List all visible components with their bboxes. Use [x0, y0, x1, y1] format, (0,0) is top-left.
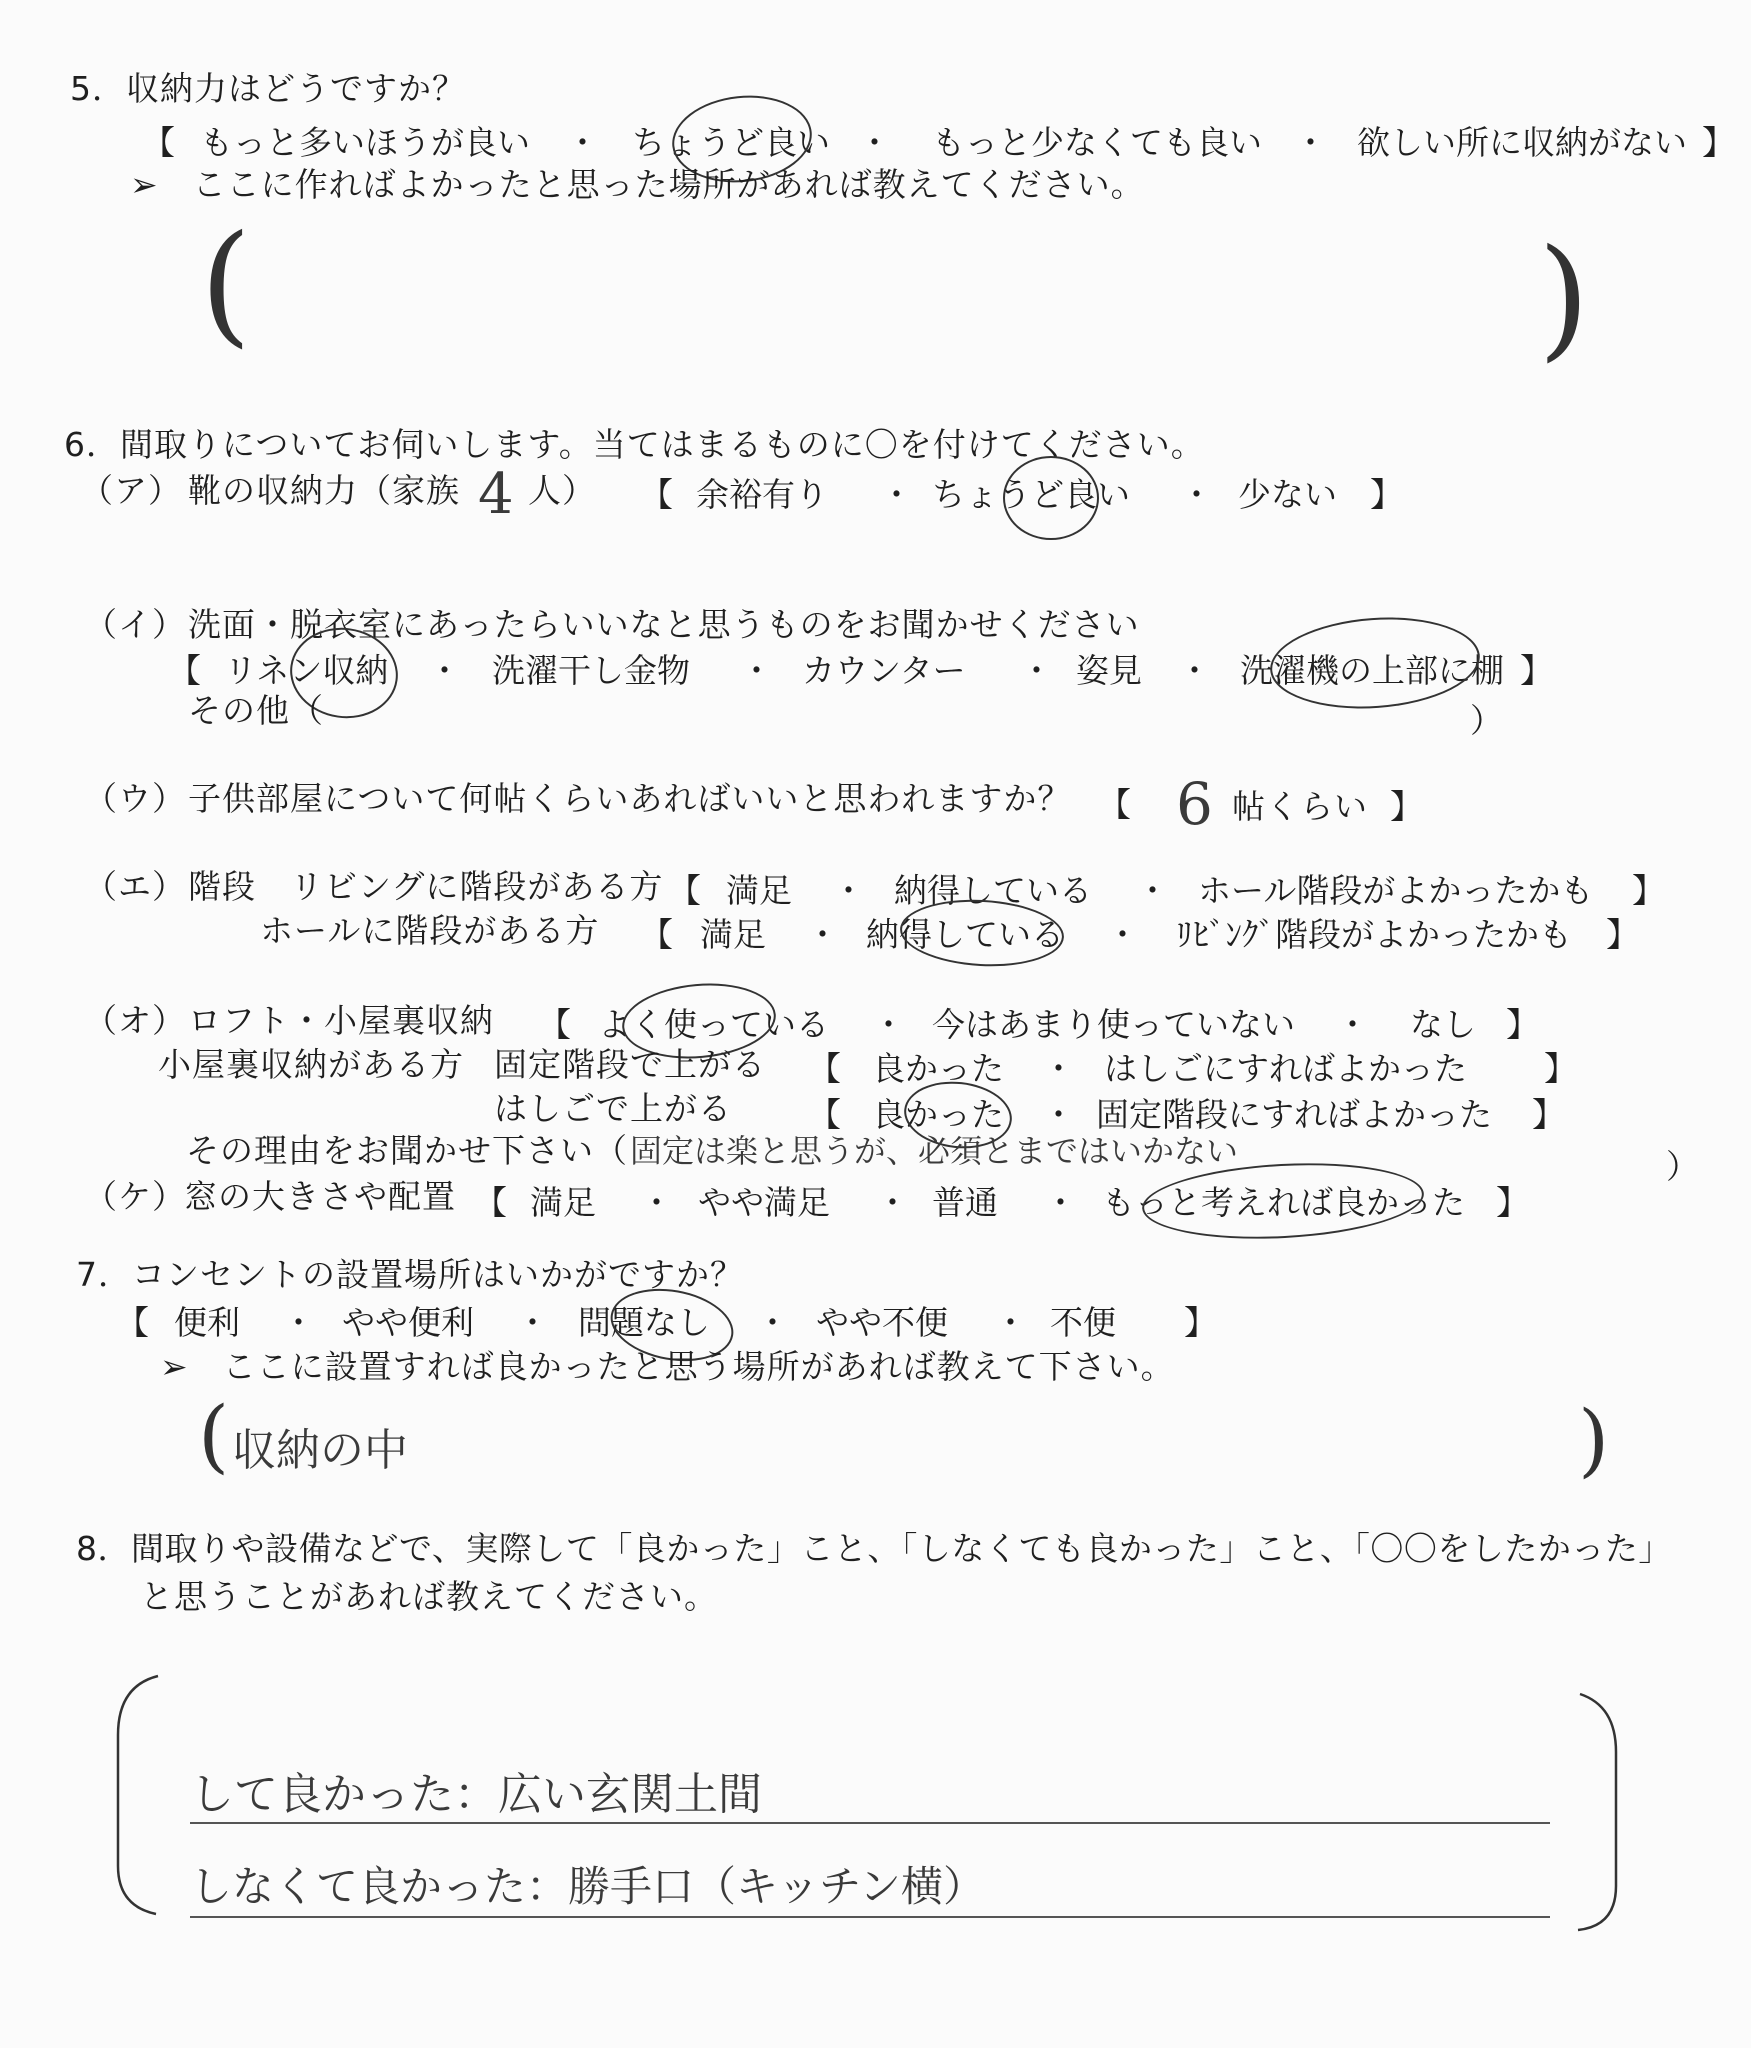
- reason-handwritten: 固定は楽と思うが、必須とまではいかない: [630, 1132, 1239, 1170]
- option: 良かった: [872, 1049, 1004, 1088]
- option-selected: ちょうど良い: [632, 123, 830, 162]
- option-selected: もっと考えれば良かった: [1102, 1183, 1465, 1222]
- q6e-row1-text: 階段 リビングに階段がある方: [188, 867, 664, 906]
- room-size-handwritten: 6: [1176, 770, 1213, 838]
- q6u-bracket-open: 【: [1098, 785, 1132, 824]
- q6a-text-after: 人）: [528, 471, 596, 510]
- bracket-close: 】: [1632, 871, 1665, 910]
- q6o-text: ロフト・小屋裏収納: [188, 1001, 494, 1040]
- bracket-open: 【: [640, 475, 673, 514]
- option: はしごにすればよかった: [1104, 1049, 1467, 1088]
- q6e-label: （エ）: [84, 867, 186, 906]
- q6o-reason-label: その理由をお聞かせ下さい（: [186, 1131, 628, 1170]
- separator: ・: [858, 123, 891, 162]
- separator: ・: [428, 651, 461, 690]
- bracket-open: 【: [168, 651, 201, 690]
- q6i-text: 洗面・脱衣室にあったらいいなと思うものをお聞かせください: [188, 605, 1140, 644]
- q6-title: 6．間取りについてお伺いします。当てはまるものに〇を付けてください。: [64, 425, 1205, 464]
- separator: ・: [1178, 651, 1211, 690]
- option: やや便利: [342, 1303, 474, 1342]
- option: 満足: [530, 1183, 596, 1222]
- bracket-close: 】: [1370, 475, 1403, 514]
- bracket-open: 【: [808, 1049, 841, 1088]
- option: なし: [1410, 1005, 1476, 1044]
- q6o-label: （オ）: [84, 1001, 186, 1040]
- q5-sub: ➢ ここに作ればよかったと思った場所があれば教えてください。: [130, 165, 1145, 204]
- option-selected: 洗濯機の上部に棚: [1240, 651, 1504, 690]
- separator: ・: [806, 915, 839, 954]
- option: ﾘﾋﾞﾝｸﾞ階段がよかったかも: [1176, 915, 1572, 954]
- answer-box-open: (: [200, 207, 252, 361]
- separator: ・: [1042, 1095, 1075, 1134]
- answer-line: [190, 1822, 1550, 1824]
- separator: ・: [1336, 1005, 1369, 1044]
- separator: ・: [1136, 871, 1169, 910]
- option-selected: よく使っている: [598, 1005, 829, 1044]
- bracket-open: 【: [808, 1095, 841, 1134]
- bracket-close: 】: [1606, 915, 1639, 954]
- bracket-open: 【: [538, 1005, 571, 1044]
- option-selected: 納得している: [866, 915, 1064, 954]
- separator: ・: [640, 1183, 673, 1222]
- q6o-attic-label: 小屋裏収納がある方: [158, 1045, 464, 1084]
- q6e-row2-text: ホールに階段がある方: [260, 911, 600, 950]
- option-selected: リネン収納: [224, 651, 389, 690]
- q7-sub: ➢ ここに設置すれば良かったと思う場所があれば教えて下さい。: [160, 1347, 1175, 1386]
- q6ke-text: 窓の大きさや配置: [184, 1177, 456, 1216]
- option: 洗濯干し金物: [492, 651, 690, 690]
- option: 不便: [1050, 1303, 1116, 1342]
- separator: ・: [740, 651, 773, 690]
- option: 今はあまり使っていない: [932, 1005, 1295, 1044]
- option: 満足: [726, 871, 792, 910]
- option: 便利: [174, 1303, 240, 1342]
- q6i-label: （イ）: [84, 605, 186, 644]
- family-count-handwritten: 4: [478, 462, 514, 527]
- unnecessary-decision-handwritten: しなくて良かった：勝手口（キッチン横）: [190, 1862, 986, 1911]
- bracket-close: 】: [1702, 123, 1735, 162]
- bracket-close: 】: [1520, 651, 1553, 690]
- separator: ・: [1042, 1049, 1075, 1088]
- q6o-reason-close: ）: [1666, 1147, 1700, 1186]
- q8-title-line2: と思うことがあれば教えてください。: [140, 1577, 718, 1616]
- q6i-other-label: その他（: [188, 691, 324, 730]
- q6u-label: （ウ）: [84, 779, 186, 818]
- bracket-close: 】: [1184, 1303, 1217, 1342]
- separator: ・: [994, 1303, 1027, 1342]
- answer-box-close: ): [1578, 1393, 1610, 1486]
- option: 固定階段にすればよかった: [1096, 1095, 1492, 1134]
- bracket-open: 【: [640, 915, 673, 954]
- bracket-close: 】: [1544, 1049, 1577, 1088]
- bracket-open: 【: [142, 123, 175, 162]
- answer-line: [190, 1916, 1550, 1918]
- option: もっと少なくても良い: [932, 123, 1262, 162]
- bracket-open: 【: [474, 1183, 507, 1222]
- separator: ・: [756, 1303, 789, 1342]
- option: 納得している: [894, 871, 1092, 910]
- answer-box-close: ): [1538, 221, 1590, 375]
- separator: ・: [872, 1005, 905, 1044]
- q6u-text: 子供部屋について何帖くらいあればいいと思われますか？: [188, 779, 1072, 818]
- option: カウンター: [802, 651, 966, 690]
- separator: ・: [282, 1303, 315, 1342]
- option-selected: 良かった: [872, 1095, 1004, 1134]
- option: 余裕有り: [696, 475, 828, 514]
- bracket-close: 】: [1532, 1095, 1565, 1134]
- q6u-unit: 帖くらい: [1232, 787, 1368, 826]
- good-decision-handwritten: して良かった：広い玄関土間: [190, 1769, 762, 1820]
- bracket-open: 【: [116, 1303, 149, 1342]
- separator: ・: [1294, 123, 1327, 162]
- bracket-close: 】: [1496, 1183, 1529, 1222]
- option: ホール階段がよかったかも: [1198, 871, 1594, 910]
- option: もっと多いほうが良い: [200, 123, 530, 162]
- q8-title-line1: 8．間取りや設備などで、実際して「良かった」こと、「しなくても良かった」こと、「〇〇をしたかった」: [76, 1529, 1672, 1568]
- q7-title: 7．コンセントの設置場所はいかがですか？: [76, 1255, 744, 1294]
- separator: ・: [832, 871, 865, 910]
- separator: ・: [1020, 651, 1053, 690]
- separator: ・: [1180, 475, 1213, 514]
- option: 少ない: [1238, 475, 1337, 514]
- option: 欲しい所に収納がない: [1357, 123, 1687, 162]
- q5-title: 5．収納力はどうですか？: [70, 69, 466, 108]
- q6a-label: （ア）: [80, 471, 182, 510]
- separator: ・: [1106, 915, 1139, 954]
- option: 満足: [700, 915, 766, 954]
- option: やや不便: [816, 1303, 948, 1342]
- separator: ・: [876, 1183, 909, 1222]
- q6i-other-close: ）: [1470, 701, 1504, 740]
- answer-box-open: (: [198, 1389, 230, 1482]
- q6ke-label: （ケ）: [84, 1177, 186, 1216]
- separator: ・: [516, 1303, 549, 1342]
- option: やや満足: [698, 1183, 830, 1222]
- q6a-text: 靴の収納力（家族: [188, 471, 460, 510]
- q6u-bracket-close: 】: [1390, 787, 1424, 826]
- separator: ・: [566, 123, 599, 162]
- q6o-ladder: はしごで上がる: [494, 1089, 732, 1128]
- option: 姿見: [1076, 651, 1142, 690]
- bracket-close: 】: [1506, 1005, 1539, 1044]
- bracket-open: 【: [668, 871, 701, 910]
- option: 普通: [932, 1183, 998, 1222]
- option-selected: ちょうど良い: [932, 475, 1130, 514]
- option-selected: 問題なし: [578, 1303, 710, 1342]
- outlet-location-handwritten: 収納の中: [232, 1425, 408, 1476]
- q6o-fixed-stairs: 固定階段で上がる: [494, 1045, 766, 1084]
- separator: ・: [880, 475, 913, 514]
- separator: ・: [1044, 1183, 1077, 1222]
